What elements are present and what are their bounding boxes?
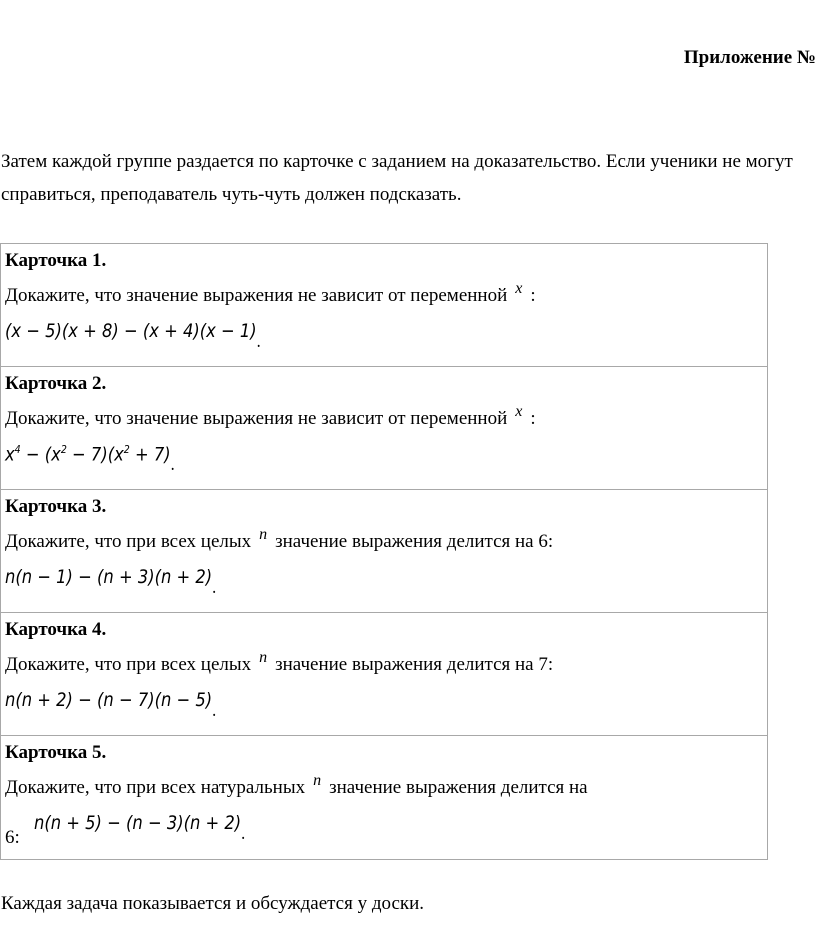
card-1 bbox=[1, 244, 767, 367]
exponent: 2 bbox=[123, 443, 130, 456]
task-text-after: значение выражения делится на bbox=[329, 777, 588, 798]
card-title: Карточка 5. bbox=[5, 742, 107, 763]
card-3 bbox=[1, 490, 767, 613]
card-2 bbox=[1, 367, 767, 490]
cards-table bbox=[0, 243, 768, 860]
task-text-after: : bbox=[530, 408, 536, 429]
card-task bbox=[5, 649, 554, 676]
formula-end: . bbox=[212, 700, 217, 721]
formula bbox=[5, 443, 175, 476]
task-text-after: значение выражения делится на 6: bbox=[275, 531, 554, 552]
variable: n bbox=[259, 526, 268, 543]
footer-text: Каждая задача показывается и обсуждается у доски. bbox=[1, 893, 425, 914]
card-title: Карточка 2. bbox=[5, 373, 107, 394]
formula-end: . bbox=[256, 331, 261, 352]
formula-part: − 7)(x bbox=[66, 443, 124, 466]
card-5 bbox=[1, 736, 767, 860]
task-text: Докажите, что значение выражения не зависит от переменной bbox=[5, 285, 508, 306]
formula-end: . bbox=[170, 454, 175, 476]
card-task bbox=[5, 403, 536, 430]
formula bbox=[5, 812, 279, 848]
appendix-label: Приложение № bbox=[683, 47, 816, 68]
variable: n bbox=[313, 772, 322, 789]
variable: x bbox=[515, 403, 523, 420]
exponent: 4 bbox=[14, 443, 21, 456]
task-text-after: значение выражения делится на 7: bbox=[275, 654, 554, 675]
formula-end: . bbox=[240, 823, 246, 844]
formula bbox=[5, 689, 217, 721]
formula-end: . bbox=[212, 577, 217, 598]
task-text: Докажите, что при всех целых bbox=[5, 531, 252, 552]
card-task bbox=[5, 526, 554, 553]
task-text: Докажите, что при всех натуральных bbox=[5, 777, 306, 798]
variable: x bbox=[515, 280, 523, 297]
intro-paragraph: Затем каждой группе раздается по карточке с заданием на доказательство. Если ученики не могут справиться, преподаватель чуть-чуть должен подсказать. bbox=[1, 151, 793, 205]
formula-part: + 7) bbox=[129, 443, 171, 466]
card-4 bbox=[1, 613, 767, 736]
variable: n bbox=[259, 649, 268, 666]
formula-expression: n(n − 1) − (n + 3)(n + 2) bbox=[5, 566, 213, 588]
formula-part: x bbox=[5, 443, 15, 466]
formula-part: − (x bbox=[20, 443, 61, 466]
formula bbox=[5, 566, 217, 598]
formula-expression-wrap bbox=[33, 812, 246, 844]
card-task bbox=[5, 772, 588, 799]
formula-expression: (x − 5)(x + 8) − (x + 4)(x − 1) bbox=[5, 320, 257, 342]
task-text: Докажите, что значение выражения не зависит от переменной bbox=[5, 408, 508, 429]
card-title: Карточка 4. bbox=[5, 619, 107, 640]
formula-expression: n(n + 5) − (n − 3)(n + 2) bbox=[33, 812, 241, 834]
formula bbox=[5, 320, 261, 352]
task-text-after: : bbox=[530, 285, 536, 306]
task-text: Докажите, что при всех целых bbox=[5, 654, 252, 675]
card-title: Карточка 1. bbox=[5, 250, 107, 271]
card-task bbox=[5, 280, 536, 307]
card-title: Карточка 3. bbox=[5, 496, 107, 517]
formula-lead: 6: bbox=[5, 827, 20, 848]
exponent: 2 bbox=[60, 443, 67, 456]
formula-expression: n(n + 2) − (n − 7)(n − 5) bbox=[5, 689, 213, 711]
